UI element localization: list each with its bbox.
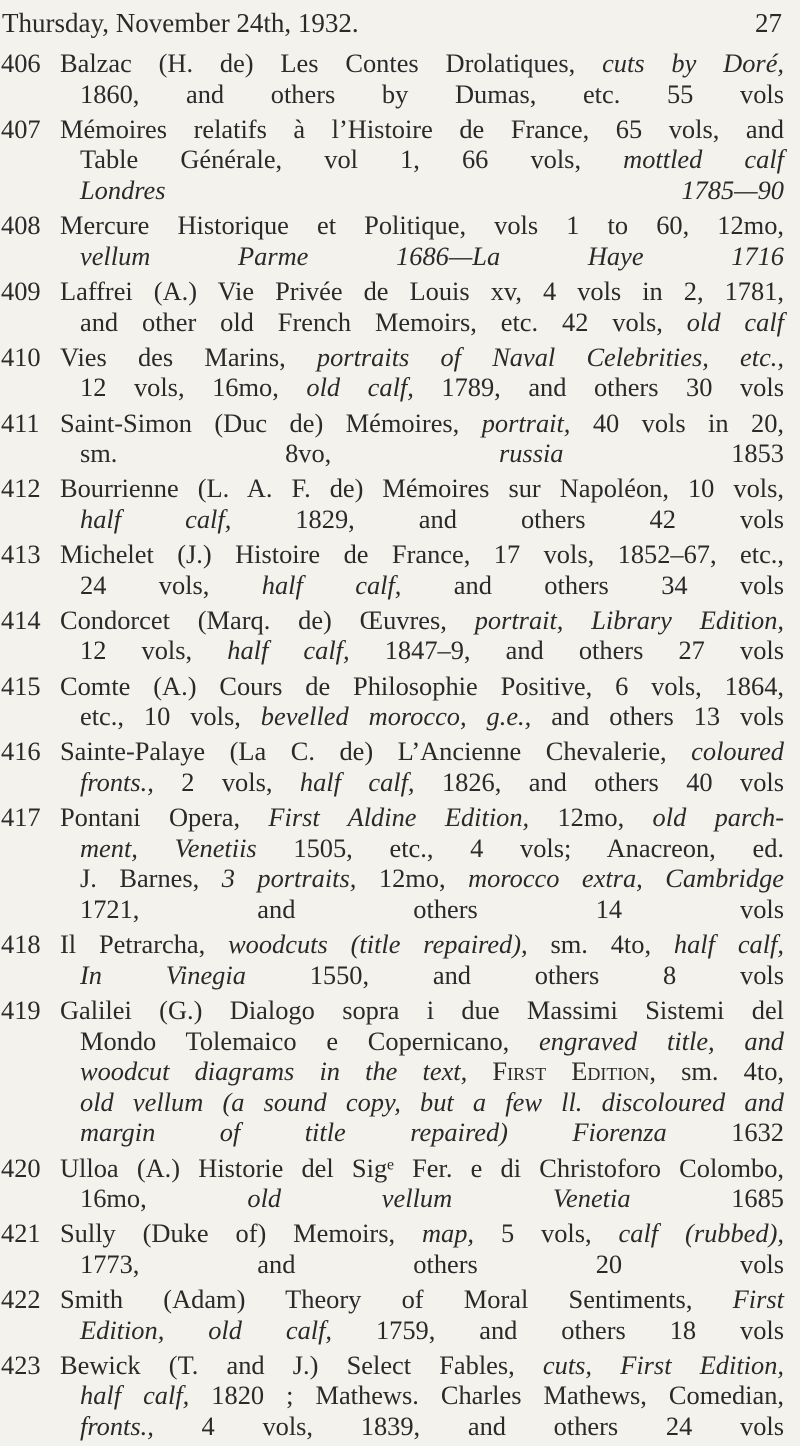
lot-description xyxy=(60,1153,784,1214)
lot-number: 419 xyxy=(1,994,41,1025)
text-run: half calf, xyxy=(261,569,402,600)
lot-number: 407 xyxy=(1,113,41,144)
text-run: 2 vols, xyxy=(153,767,300,797)
lot-entry xyxy=(0,929,790,990)
lot-number: 417 xyxy=(1,802,41,833)
lot-description-line xyxy=(60,1249,784,1280)
lot-description-line xyxy=(60,48,784,79)
lot-description xyxy=(60,276,784,337)
lot-description xyxy=(60,408,784,469)
text-run: Il Petrarcha, xyxy=(60,929,229,960)
text-run: Table Générale, vol 1, 66 vols, xyxy=(80,144,624,175)
text-run: old vellum (a sound copy, but a few ll. discoloured and xyxy=(80,1086,784,1117)
text-run: coloured xyxy=(691,736,784,767)
lot-description xyxy=(60,1284,784,1345)
lot-description-line xyxy=(60,767,784,798)
lot-description-line xyxy=(60,241,784,272)
text-run: 1773, and others 20 vols xyxy=(80,1248,784,1279)
lot-description-line xyxy=(60,1411,784,1442)
text-run: sm. 4to, xyxy=(655,1056,784,1087)
lot-number: 410 xyxy=(1,341,41,372)
text-run: 1847–9, and others 27 vols xyxy=(349,635,784,666)
lot-description-line xyxy=(60,342,784,373)
text-run: First Edition, xyxy=(467,1056,656,1087)
text-run: ment, Venetiis xyxy=(80,832,257,863)
lot-description-line xyxy=(60,438,784,469)
text-run: vellum Parme 1686—La Haye 1716 xyxy=(80,240,784,271)
text-run: 12mo, xyxy=(356,863,469,894)
text-run: Mondo Tolemaico e Copernicano, xyxy=(80,1025,540,1056)
text-run: Smith (Adam) Theory of Moral Sentiments, xyxy=(60,1284,733,1315)
text-run: Balzac (H. de) Les Contes Drolatiques, xyxy=(60,48,603,78)
lot-number: 418 xyxy=(1,929,41,960)
lot-description-line xyxy=(60,605,784,636)
text-run: Vies des Marins, xyxy=(60,341,317,372)
lot-entry xyxy=(0,671,790,732)
lot-description xyxy=(60,114,784,206)
text-run: cuts, First Edition, xyxy=(542,1349,784,1380)
lot-description-line xyxy=(60,276,784,307)
text-run: Fiorenza xyxy=(572,1117,667,1148)
lot-description-line xyxy=(60,114,784,145)
text-run: Michelet (J.) Histoire de France, 17 vols, 1852–67, etc., xyxy=(60,539,784,570)
text-run: 1685 xyxy=(630,1183,784,1214)
text-run: 24 vols, xyxy=(80,569,262,600)
text-run: Londres 1785—90 xyxy=(80,174,784,205)
text-run: portraits of Naval Celebrities, etc., xyxy=(316,341,784,372)
lot-description-line xyxy=(60,1056,784,1087)
text-run: portrait, Library Edition, xyxy=(474,604,785,635)
lot-description-line xyxy=(60,1218,784,1249)
lot-entry xyxy=(0,802,790,924)
lot-entry xyxy=(0,539,790,600)
text-run: half calf, xyxy=(227,635,350,666)
lot-description-line xyxy=(60,960,784,991)
text-run: Bewick (T. and J.) Select Fables, xyxy=(60,1349,543,1380)
lot-description-line xyxy=(60,894,784,925)
text-run: 1721, and others 14 vols xyxy=(80,893,784,924)
text-run: portrait, xyxy=(481,407,571,438)
lot-list xyxy=(0,48,790,1446)
lot-entry xyxy=(0,1218,790,1279)
text-run: Saint-Simon (Duc de) Mémoires, xyxy=(60,407,482,438)
lot-description-line xyxy=(60,539,784,570)
lot-description-line xyxy=(60,473,784,504)
lot-number: 413 xyxy=(1,539,41,570)
lot-description-line xyxy=(60,570,784,601)
text-run: fronts., xyxy=(80,767,154,797)
text-run: 12 vols, xyxy=(80,635,228,666)
text-run: J. Barnes, xyxy=(80,863,222,894)
text-run xyxy=(508,1117,572,1147)
text-run: 3 portraits, xyxy=(221,863,357,894)
text-run: 1826, and others 40 vols xyxy=(414,767,784,797)
page-header xyxy=(0,4,782,42)
lot-description xyxy=(60,342,784,403)
text-run: engraved title, and xyxy=(539,1025,784,1056)
text-run: old parch- xyxy=(652,802,784,833)
lot-description xyxy=(60,210,784,271)
lot-description-line xyxy=(60,863,784,894)
text-run: Ulloa (A.) Historie del Sigᵉ Fer. e di Christoforo Colombo, xyxy=(60,1152,784,1183)
text-run: Galilei (G.) Dialogo sopra i due Massimi Sistemi del xyxy=(60,994,784,1025)
lot-description-line xyxy=(60,1153,784,1184)
text-run: sm. 4to, xyxy=(527,929,674,960)
lot-entry xyxy=(0,605,790,666)
text-run: half calf, xyxy=(80,1380,190,1411)
lot-description-line xyxy=(60,833,784,864)
text-run: fronts., xyxy=(80,1411,154,1442)
lot-description-line xyxy=(60,1087,784,1118)
lot-description-line xyxy=(60,802,784,833)
text-run: Bourrienne (L. A. F. de) Mémoires sur Napoléon, 10 vols, xyxy=(60,473,784,504)
page-number: 27 xyxy=(755,8,782,38)
lot-description-line xyxy=(60,144,784,175)
text-run: 16mo, xyxy=(80,1183,248,1214)
lot-description-line xyxy=(60,1380,784,1411)
text-run: First xyxy=(732,1284,784,1315)
text-run: 12 vols, 16mo, xyxy=(80,372,307,403)
lot-description-line xyxy=(60,635,784,666)
text-run: Mémoires relatifs à l’Histoire de France, 65 vols, and xyxy=(60,113,784,144)
lot-number: 420 xyxy=(1,1152,41,1183)
text-run: etc., 10 vols, xyxy=(80,701,261,732)
text-run: sm. 8vo, xyxy=(80,438,499,469)
text-run: Sully (Duke of) Memoirs, xyxy=(60,1218,422,1249)
text-run: 1853 xyxy=(563,438,784,469)
text-run: 40 vols in 20, xyxy=(570,407,784,438)
lot-number: 421 xyxy=(1,1218,41,1249)
text-run: Comte (A.) Cours de Philosophie Positive, 6 vols, 1864, xyxy=(60,670,784,701)
text-run: bevelled morocco, g.e., xyxy=(260,701,532,732)
lot-description-line xyxy=(60,1284,784,1315)
text-run: morocco extra, Cambridge xyxy=(468,863,784,894)
lot-description-line xyxy=(60,79,784,110)
text-run: First Aldine Edition, xyxy=(268,802,530,833)
lot-description-line xyxy=(60,1315,784,1346)
lot-description-line xyxy=(60,701,784,732)
lot-entry xyxy=(0,1153,790,1214)
text-run: margin of title repaired) xyxy=(80,1117,508,1148)
lot-entry xyxy=(0,1350,790,1442)
text-run: Mercure Historique et Politique, vols 1 to 60, 12mo, xyxy=(60,210,784,241)
lot-description-line xyxy=(60,736,784,767)
text-run: half calf, xyxy=(80,503,232,534)
text-run: and other old French Memoirs, etc. 42 vols, xyxy=(80,306,687,337)
text-run: half calf, xyxy=(299,767,415,797)
lot-description-line xyxy=(60,408,784,439)
text-run: Condorcet (Marq. de) Œuvres, xyxy=(60,604,475,635)
text-run: old calf, xyxy=(306,372,414,403)
text-run: 1759, and others 18 vols xyxy=(332,1314,785,1345)
lot-description xyxy=(60,1218,784,1279)
lot-number: 416 xyxy=(1,736,41,767)
lot-description xyxy=(60,995,784,1148)
lot-description-line xyxy=(60,210,784,241)
lot-description-line xyxy=(60,1183,784,1214)
text-run: woodcuts (title repaired), xyxy=(228,929,528,960)
lot-description-line xyxy=(60,929,784,960)
lot-entry xyxy=(0,342,790,403)
lot-entry xyxy=(0,210,790,271)
text-run: 5 vols, xyxy=(474,1218,619,1249)
lot-description-line xyxy=(60,995,784,1026)
text-run: old calf xyxy=(686,306,784,337)
lot-entry xyxy=(0,1284,790,1345)
lot-description-line xyxy=(60,372,784,403)
lot-description-line xyxy=(60,1350,784,1381)
text-run: and others 13 vols xyxy=(531,701,785,732)
lot-entry xyxy=(0,276,790,337)
lot-description-line xyxy=(60,175,784,206)
lot-description xyxy=(60,736,784,797)
lot-number: 409 xyxy=(1,275,41,306)
lot-entry xyxy=(0,114,790,206)
text-run: Sainte-Palaye (La C. de) L’Ancienne Chevalerie, xyxy=(60,736,692,767)
lot-description xyxy=(60,671,784,732)
text-run: 1632 xyxy=(666,1117,784,1148)
lot-number: 408 xyxy=(1,210,41,241)
lot-number: 423 xyxy=(1,1349,41,1380)
text-run: russia xyxy=(498,438,564,469)
lot-description-line xyxy=(60,1026,784,1057)
text-run: map, xyxy=(421,1218,475,1249)
text-run: 1789, and others 30 vols xyxy=(413,372,784,403)
text-run: 12mo, xyxy=(529,802,653,833)
lot-description-line xyxy=(60,671,784,702)
lot-entry xyxy=(0,473,790,534)
lot-description xyxy=(60,48,784,109)
text-run: cuts by Doré, xyxy=(602,48,785,78)
lot-description-line xyxy=(60,504,784,535)
text-run: Edition, old calf, xyxy=(80,1314,333,1345)
lot-number: 414 xyxy=(1,604,41,635)
text-run: 1820 ; Mathews. Charles Mathews, Comedian, xyxy=(189,1380,784,1411)
text-run: old vellum xyxy=(247,1183,453,1214)
lot-entry xyxy=(0,48,790,109)
text-run: Pontani Opera, xyxy=(60,802,269,833)
text-run: and others 34 vols xyxy=(401,569,784,600)
lot-number: 422 xyxy=(1,1284,41,1315)
lot-description-line xyxy=(60,307,784,338)
lot-description xyxy=(60,473,784,534)
text-run: calf (rubbed), xyxy=(618,1218,784,1249)
text-run: 1860, and others by Dumas, etc. 55 vols xyxy=(80,78,784,109)
text-run: 4 vols, 1839, and others 24 vols xyxy=(153,1411,784,1442)
lot-number: 412 xyxy=(1,473,41,504)
lot-description xyxy=(60,605,784,666)
lot-number: 406 xyxy=(1,48,41,78)
lot-entry xyxy=(0,995,790,1148)
lot-number: 411 xyxy=(1,407,40,438)
text-run: 1550, and others 8 vols xyxy=(245,959,784,990)
text-run: 1829, and others 42 vols xyxy=(231,503,784,534)
lot-entry xyxy=(0,408,790,469)
lot-description-line xyxy=(60,1117,784,1148)
sale-date: Thursday, November 24th, 1932. xyxy=(2,8,359,38)
text-run: woodcut diagrams in the text, xyxy=(80,1056,468,1087)
text-run: Laffrei (A.) Vie Privée de Louis xv, 4 vols in 2, 1781, xyxy=(60,275,784,306)
lot-entry xyxy=(0,736,790,797)
lot-description xyxy=(60,539,784,600)
text-run: In Vinegia xyxy=(80,959,246,990)
lot-description xyxy=(60,1350,784,1442)
text-run: half calf, xyxy=(673,929,784,960)
lot-number: 415 xyxy=(1,670,41,701)
text-run: Venetia xyxy=(552,1183,631,1214)
text-run xyxy=(452,1183,553,1213)
text-run: mottled calf xyxy=(623,144,784,175)
text-run: 1505, etc., 4 vols; Anacreon, ed. xyxy=(256,832,784,863)
lot-description xyxy=(60,802,784,924)
lot-description xyxy=(60,929,784,990)
